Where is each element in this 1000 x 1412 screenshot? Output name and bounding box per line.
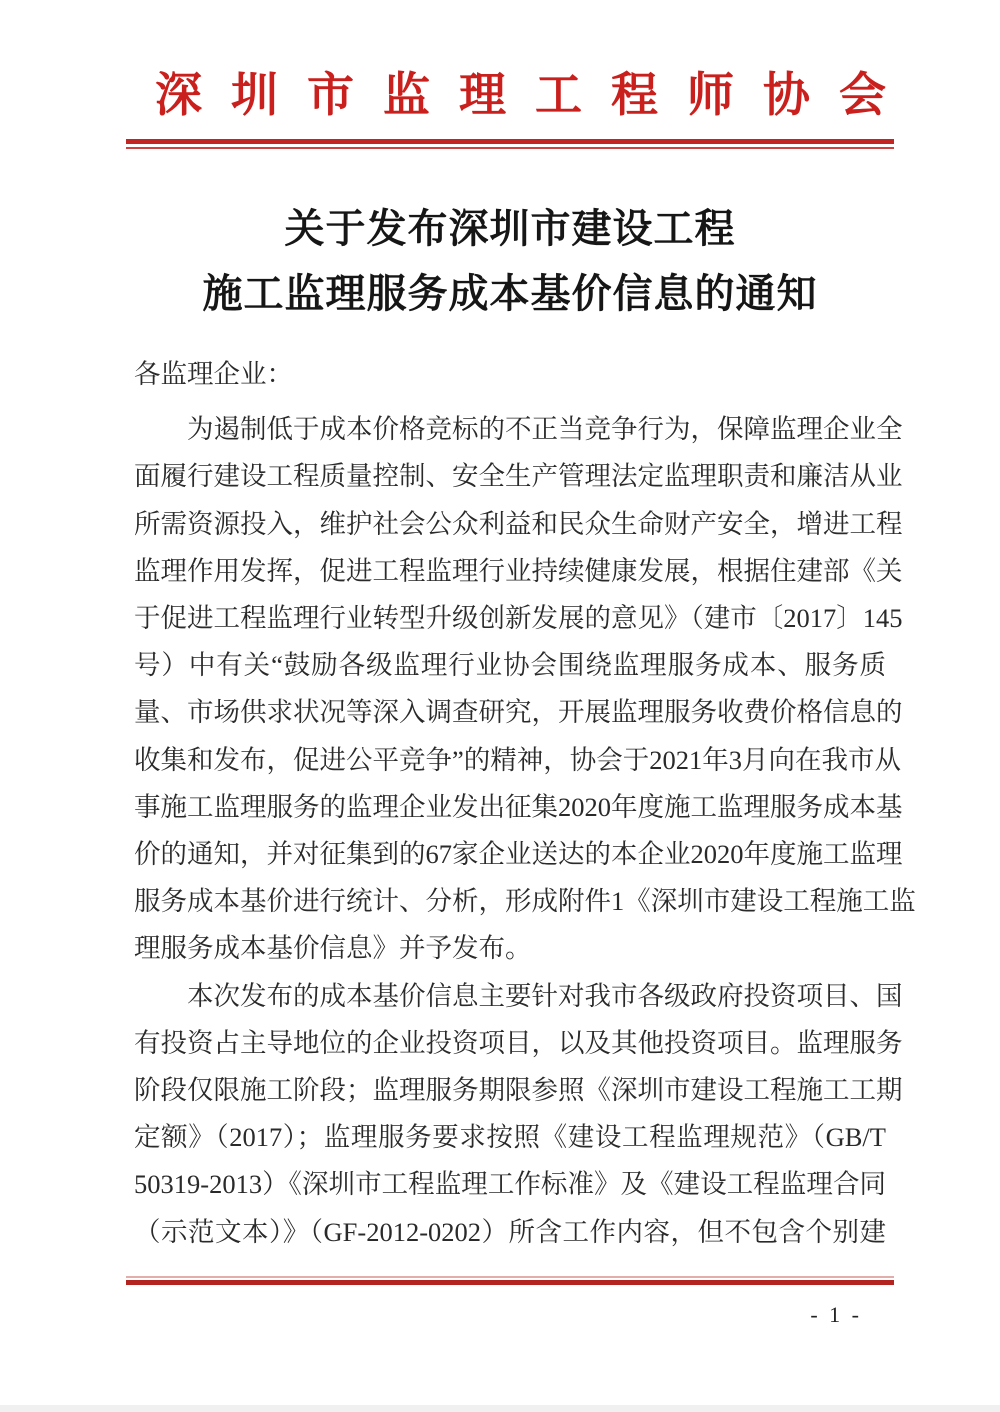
scan-edge-artifact bbox=[0, 1405, 1000, 1412]
body-line: 于促进工程监理行业转型升级创新发展的意见》（建市〔2017〕145 bbox=[134, 603, 903, 634]
body-line: 面履行建设工程质量控制、安全生产管理法定监理职责和廉洁从业 bbox=[134, 461, 903, 492]
paragraph-2 bbox=[134, 973, 903, 1256]
body-line: 本次发布的成本基价信息主要针对我市各级政府投资项目、国 bbox=[187, 980, 903, 1011]
body-line: 所需资源投入，维护社会公众利益和民众生命财产安全，增进工程 bbox=[134, 508, 903, 539]
header-rule-thick bbox=[126, 139, 894, 144]
document-title bbox=[126, 196, 894, 326]
body-line: 定额》（2017）；监理服务要求按照《建设工程监理规范》（GB/T bbox=[134, 1122, 886, 1153]
body-line: 50319-2013）《深圳市工程监理工作标准》及《建设工程监理合同 bbox=[134, 1169, 886, 1200]
body-line: 事施工监理服务的监理企业发出征集2020年度施工监理服务成本基 bbox=[134, 791, 903, 822]
salutation: 各监理企业： bbox=[134, 359, 293, 389]
header-double-rule bbox=[126, 139, 894, 149]
body-line: 量、市场供求状况等深入调查研究，开展监理服务收费价格信息的 bbox=[134, 697, 903, 728]
footer-rule-thin bbox=[126, 1276, 894, 1278]
document-title-line-2: 施工监理服务成本基价信息的通知 bbox=[202, 271, 818, 316]
footer-rule-thick bbox=[126, 1280, 894, 1285]
body-line: （示范文本）》（GF-2012-0202）所含工作内容，但不包含个别建 bbox=[134, 1216, 886, 1247]
body-line: 号）中有关“鼓励各级监理行业协会围绕监理服务成本、服务质 bbox=[134, 650, 886, 681]
body-line: 阶段仅限施工阶段；监理服务期限参照《深圳市建设工程施工工期 bbox=[134, 1075, 903, 1106]
page-number: - 1 - bbox=[810, 1302, 862, 1327]
body-line: 为遏制低于成本价格竞标的不正当竞争行为，保障监理企业全 bbox=[187, 414, 903, 445]
document-body bbox=[126, 351, 916, 1256]
body-line: 监理作用发挥，促进工程监理行业持续健康发展，根据住建部《关 bbox=[134, 555, 903, 586]
body-line: 有投资占主导地位的企业投资项目，以及其他投资项目。监理服务 bbox=[134, 1027, 903, 1058]
body-line: 收集和发布，促进公平竞争”的精神，协会于2021年3月向在我市从 bbox=[134, 744, 902, 775]
body-line: 理服务成本基价信息》并予发布。 bbox=[134, 933, 532, 964]
header-rule-thin bbox=[126, 147, 894, 149]
paragraph-1 bbox=[134, 406, 916, 972]
body-line: 价的通知，并对征集到的67家企业送达的本企业2020年度施工监理 bbox=[134, 839, 903, 870]
footer-double-rule bbox=[126, 1276, 894, 1285]
body-line: 服务成本基价进行统计、分析，形成附件1《深圳市建设工程施工监 bbox=[134, 886, 916, 917]
organization-name-header: 深圳市监理工程师协会 bbox=[155, 70, 915, 122]
document-title-line-1: 关于发布深圳市建设工程 bbox=[284, 206, 736, 251]
